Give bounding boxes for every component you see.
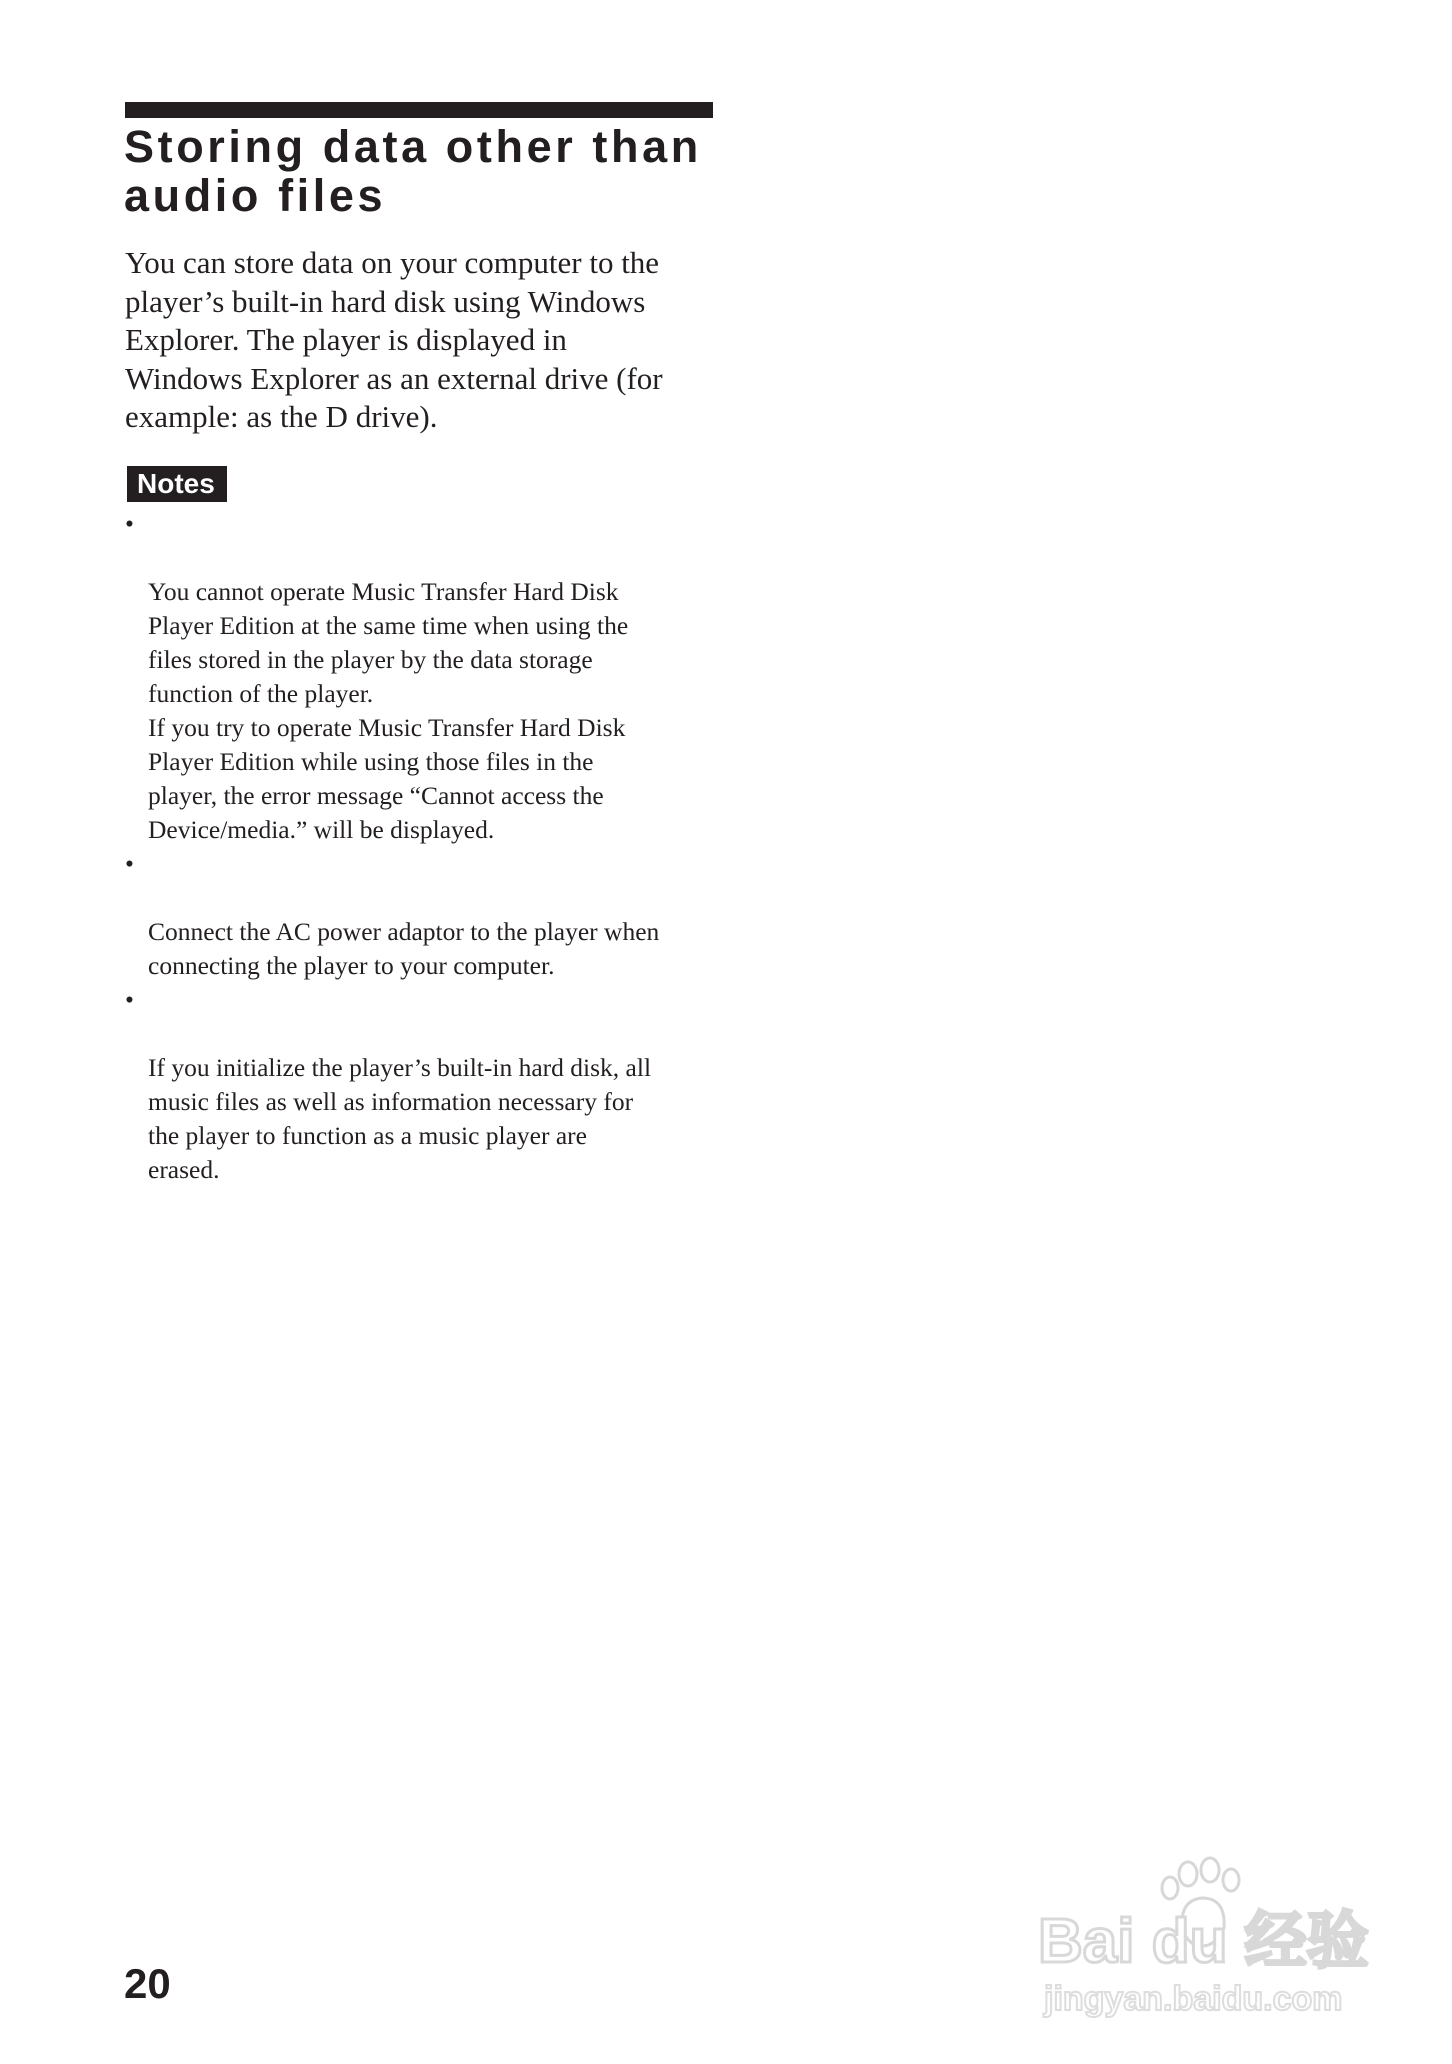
list-item — [125, 983, 725, 1187]
watermark-brand: Bai du 经验 — [1038, 1907, 1369, 1976]
paw-toe-icon — [1162, 1877, 1178, 1899]
list-item — [125, 847, 725, 983]
bullet-icon: • — [125, 509, 134, 538]
section-rule — [125, 102, 713, 118]
list-item — [125, 507, 725, 847]
notes-label: Notes — [127, 466, 227, 502]
note-text: Connect the AC power adaptor to the player when connecting the player to your computer. — [148, 917, 660, 980]
notes-list — [125, 507, 725, 1187]
bullet-icon: • — [125, 985, 134, 1014]
baidu-watermark-logo — [1030, 1850, 1370, 2020]
note-text: You cannot operate Music Transfer Hard Disk Player Edition at the same time when using the files stored in the player by the data storage function of the player. If you try to operate Music Transfer Hard Disk Player Edition while using those files in the player, the error message “Cannot access the Device/media.” will be displayed. — [148, 577, 629, 844]
watermark-url: jingyan.baidu.com — [1044, 1980, 1343, 2018]
page-number: 20 — [124, 1960, 171, 2007]
page-title: Storing data other than audio files — [124, 121, 702, 221]
note-text: If you initialize the player’s built-in hard disk, all music files as well as information necessary for the player to function as a music player are erased. — [148, 1053, 652, 1184]
paw-toe-icon — [1223, 1869, 1239, 1891]
bullet-icon: • — [125, 849, 134, 878]
intro-paragraph: You can store data on your computer to the player’s built-in hard disk using Windows Explorer. The player is displayed in Windows Explorer as an external drive (for example: as the D drive). — [125, 245, 663, 434]
paw-toe-icon — [1179, 1862, 1197, 1886]
paw-toe-icon — [1201, 1858, 1219, 1882]
